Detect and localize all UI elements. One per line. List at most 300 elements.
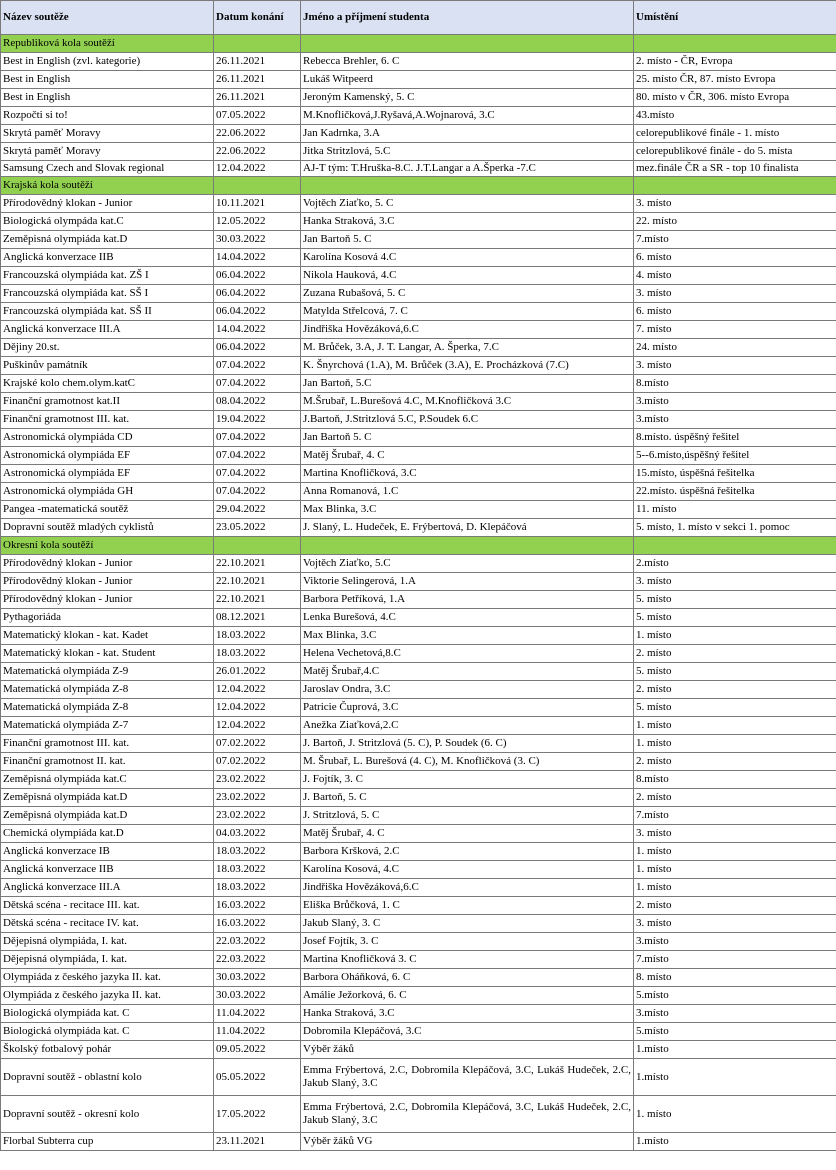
- placement-cell: 8.místo. úspěšný řešitel: [634, 429, 836, 447]
- date-cell: 18.03.2022: [214, 843, 301, 861]
- table-row: [1, 753, 836, 771]
- date-cell: 07.04.2022: [214, 429, 301, 447]
- student-cell: Helena Vechetová,8.C: [301, 645, 634, 663]
- competition-cell: Astronomická olympiáda EF: [1, 465, 214, 483]
- table-row: [1, 303, 836, 321]
- competition-cell: Matematický klokan - kat. Kadet: [1, 627, 214, 645]
- date-cell: 22.10.2021: [214, 555, 301, 573]
- date-cell: 11.04.2022: [214, 1023, 301, 1041]
- competition-cell: Puškinův památník: [1, 357, 214, 375]
- student-cell: Karolína Kosová 4.C: [301, 249, 634, 267]
- student-cell: Matěj Šrubař, 4. C: [301, 825, 634, 843]
- section-filler-cell: [634, 35, 836, 53]
- placement-cell: 7. místo: [634, 321, 836, 339]
- competition-cell: Matematická olympiáda Z-8: [1, 681, 214, 699]
- placement-cell: celorepublikové finále - 1. místo: [634, 125, 836, 143]
- competition-cell: Biologická olympiáda kat. C: [1, 1023, 214, 1041]
- date-cell: 23.05.2022: [214, 519, 301, 537]
- placement-cell: 3.místo: [634, 393, 836, 411]
- student-cell: Hanka Straková, 3.C: [301, 1005, 634, 1023]
- placement-cell: 1. místo: [634, 879, 836, 897]
- competition-cell: Olympiáda z českého jazyka II. kat.: [1, 969, 214, 987]
- competition-cell: Finanční gramotnost II. kat.: [1, 753, 214, 771]
- student-cell: Max Blinka, 3.C: [301, 627, 634, 645]
- student-cell: Lenka Burešová, 4.C: [301, 609, 634, 627]
- placement-cell: 7.místo: [634, 231, 836, 249]
- date-cell: 30.03.2022: [214, 969, 301, 987]
- table-row: [1, 53, 836, 71]
- section-header-row: [1, 35, 836, 53]
- competition-cell: Dějiny 20.st.: [1, 339, 214, 357]
- date-cell: 26.11.2021: [214, 53, 301, 71]
- competition-cell: Francouzská olympiáda kat. ZŠ I: [1, 267, 214, 285]
- student-cell: Karolína Kosová, 4.C: [301, 861, 634, 879]
- placement-cell: 3. místo: [634, 573, 836, 591]
- placement-cell: celorepublikové finále - do 5. místa: [634, 143, 836, 161]
- competition-cell: Finanční gramotnost III. kat.: [1, 735, 214, 753]
- placement-cell: 2. místo: [634, 681, 836, 699]
- competition-cell: Dějepisná olympiáda, I. kat.: [1, 933, 214, 951]
- section-filler-cell: [301, 177, 634, 195]
- student-cell: Viktorie Selingerová, 1.A: [301, 573, 634, 591]
- placement-cell: 5. místo: [634, 609, 836, 627]
- date-cell: 22.06.2022: [214, 125, 301, 143]
- student-cell: Jakub Slaný, 3. C: [301, 915, 634, 933]
- date-cell: 10.11.2021: [214, 195, 301, 213]
- date-cell: 12.04.2022: [214, 681, 301, 699]
- placement-cell: 25. místo ČR, 87. místo Evropa: [634, 71, 836, 89]
- date-cell: 07.04.2022: [214, 357, 301, 375]
- date-cell: 07.04.2022: [214, 465, 301, 483]
- date-cell: 06.04.2022: [214, 285, 301, 303]
- section-header-row: [1, 537, 836, 555]
- competition-cell: Best in English: [1, 71, 214, 89]
- section-title: Krajská kola soutěží: [1, 177, 214, 195]
- student-cell: Eliška Brůčková, 1. C: [301, 897, 634, 915]
- student-cell: Emma Frýbertová, 2.C, Dobromila Klepáčová, 3.C, Lukáš Hudeček, 2.C, Jakub Slaný, 3.C: [301, 1096, 634, 1133]
- competition-cell: Zeměpisná olympiáda kat.D: [1, 807, 214, 825]
- table-row: [1, 609, 836, 627]
- table-row: [1, 447, 836, 465]
- competition-cell: Anglická konverzace III.A: [1, 879, 214, 897]
- placement-cell: 3. místo: [634, 825, 836, 843]
- date-cell: 18.03.2022: [214, 645, 301, 663]
- date-cell: 07.05.2022: [214, 107, 301, 125]
- table-row: [1, 645, 836, 663]
- date-cell: 11.04.2022: [214, 1005, 301, 1023]
- date-cell: 06.04.2022: [214, 339, 301, 357]
- placement-cell: 8. místo: [634, 969, 836, 987]
- table-row: [1, 107, 836, 125]
- table-row: [1, 591, 836, 609]
- section-title: Okresní kola soutěží: [1, 537, 214, 555]
- table-row: [1, 1133, 836, 1151]
- header-placement: Umístění: [634, 1, 836, 35]
- date-cell: 14.04.2022: [214, 249, 301, 267]
- table-row: [1, 663, 836, 681]
- student-cell: J. Slaný, L. Hudeček, E. Frýbertová, D. Klepáčová: [301, 519, 634, 537]
- table-row: [1, 339, 836, 357]
- student-cell: Jitka Stritzlová, 5.C: [301, 143, 634, 161]
- table-row: [1, 951, 836, 969]
- table-row: [1, 861, 836, 879]
- placement-cell: 3. místo: [634, 195, 836, 213]
- date-cell: 19.04.2022: [214, 411, 301, 429]
- placement-cell: 43.místo: [634, 107, 836, 125]
- student-cell: Výběr žáků: [301, 1041, 634, 1059]
- table-row: [1, 285, 836, 303]
- section-header-row: [1, 177, 836, 195]
- section-filler-cell: [214, 537, 301, 555]
- table-row: [1, 915, 836, 933]
- placement-cell: 3. místo: [634, 285, 836, 303]
- table-row: [1, 987, 836, 1005]
- date-cell: 22.03.2022: [214, 951, 301, 969]
- placement-cell: mez.finále ČR a SR - top 10 finalista: [634, 161, 836, 177]
- student-cell: Martina Knofličková 3. C: [301, 951, 634, 969]
- competition-cell: Dopravní soutěž - okresní kolo: [1, 1096, 214, 1133]
- competition-cell: Dějepisná olympiáda, I. kat.: [1, 951, 214, 969]
- competition-cell: Anglická konverzace IB: [1, 843, 214, 861]
- student-cell: Jan Kadrnka, 3.A: [301, 125, 634, 143]
- competition-cell: Pythagoriáda: [1, 609, 214, 627]
- placement-cell: 24. místo: [634, 339, 836, 357]
- date-cell: 05.05.2022: [214, 1059, 301, 1096]
- student-cell: Josef Fojtík, 3. C: [301, 933, 634, 951]
- date-cell: 23.11.2021: [214, 1133, 301, 1151]
- student-cell: Emma Frýbertová, 2.C, Dobromila Klepáčová, 3.C, Lukáš Hudeček, 2.C, Jakub Slaný, 3.C: [301, 1059, 634, 1096]
- table-row: [1, 807, 836, 825]
- competition-cell: Přírodovědný klokan - Junior: [1, 591, 214, 609]
- section-filler-cell: [214, 177, 301, 195]
- competition-cell: Dětská scéna - recitace IV. kat.: [1, 915, 214, 933]
- competition-cell: Rozpočti si to!: [1, 107, 214, 125]
- competition-cell: Biologická olympáda kat.C: [1, 213, 214, 231]
- table-row: [1, 825, 836, 843]
- date-cell: 06.04.2022: [214, 267, 301, 285]
- date-cell: 17.05.2022: [214, 1096, 301, 1133]
- student-cell: Jan Bartoň, 5.C: [301, 375, 634, 393]
- placement-cell: 8.místo: [634, 375, 836, 393]
- student-cell: Jindřiška Hovězáková,6.C: [301, 321, 634, 339]
- student-cell: Jan Bartoň 5. C: [301, 429, 634, 447]
- student-cell: Dobromila Klepáčová, 3.C: [301, 1023, 634, 1041]
- student-cell: Jan Bartoň 5. C: [301, 231, 634, 249]
- placement-cell: 2. místo: [634, 789, 836, 807]
- date-cell: 14.04.2022: [214, 321, 301, 339]
- date-cell: 04.03.2022: [214, 825, 301, 843]
- competition-cell: Skrytá paměť Moravy: [1, 143, 214, 161]
- student-cell: Hanka Straková, 3.C: [301, 213, 634, 231]
- date-cell: 07.04.2022: [214, 447, 301, 465]
- competition-cell: Chemická olympiáda kat.D: [1, 825, 214, 843]
- student-cell: K. Šnyrchová (1.A), M. Brůček (3.A), E. Procházková (7.C): [301, 357, 634, 375]
- student-cell: Anna Romanová, 1.C: [301, 483, 634, 501]
- student-cell: Výběr žáků VG: [301, 1133, 634, 1151]
- section-filler-cell: [301, 537, 634, 555]
- student-cell: M. Šrubař, L. Burešová (4. C), M. Knofličková (3. C): [301, 753, 634, 771]
- table-row: [1, 357, 836, 375]
- table-row: [1, 501, 836, 519]
- competition-cell: Finanční gramotnost kat.II: [1, 393, 214, 411]
- student-cell: M.Knofličková,J.Ryšavá,A.Wojnarová, 3.C: [301, 107, 634, 125]
- date-cell: 18.03.2022: [214, 861, 301, 879]
- date-cell: 22.03.2022: [214, 933, 301, 951]
- student-cell: M. Brůček, 3.A, J. T. Langar, A. Šperka, 7.C: [301, 339, 634, 357]
- student-cell: J.Bartoň, J.Stritzlová 5.C, P.Soudek 6.C: [301, 411, 634, 429]
- competition-cell: Florbal Subterra cup: [1, 1133, 214, 1151]
- student-cell: Amálie Ježorková, 6. C: [301, 987, 634, 1005]
- student-cell: J. Bartoň, J. Stritzlová (5. C), P. Soudek (6. C): [301, 735, 634, 753]
- section-filler-cell: [634, 177, 836, 195]
- competition-cell: Samsung Czech and Slovak regional: [1, 161, 214, 177]
- student-cell: Rebecca Brehler, 6. C: [301, 53, 634, 71]
- table-row: [1, 735, 836, 753]
- student-cell: J. Fojtík, 3. C: [301, 771, 634, 789]
- date-cell: 07.04.2022: [214, 375, 301, 393]
- placement-cell: 2. místo: [634, 897, 836, 915]
- header-competition: Název soutěže: [1, 1, 214, 35]
- header-student: Jméno a příjmení studenta: [301, 1, 634, 35]
- competition-cell: Astronomická olympiáda EF: [1, 447, 214, 465]
- table-row: [1, 519, 836, 537]
- date-cell: 30.03.2022: [214, 987, 301, 1005]
- student-cell: AJ-T tým: T.Hruška-8.C. J.T.Langar a A.Šperka -7.C: [301, 161, 634, 177]
- section-filler-cell: [214, 35, 301, 53]
- placement-cell: 6. místo: [634, 303, 836, 321]
- placement-cell: 2. místo: [634, 753, 836, 771]
- student-cell: J. Stritzlová, 5. C: [301, 807, 634, 825]
- date-cell: 12.04.2022: [214, 161, 301, 177]
- header-date: Datum konání: [214, 1, 301, 35]
- table-row: [1, 429, 836, 447]
- table-row: [1, 465, 836, 483]
- table-row: [1, 771, 836, 789]
- student-cell: Anežka Ziaťková,2.C: [301, 717, 634, 735]
- placement-cell: 3.místo: [634, 933, 836, 951]
- student-cell: Matěj Šrubař, 4. C: [301, 447, 634, 465]
- placement-cell: 5.místo: [634, 987, 836, 1005]
- placement-cell: 1. místo: [634, 735, 836, 753]
- section-filler-cell: [634, 537, 836, 555]
- placement-cell: 5--6.místo,úspěšný řešitel: [634, 447, 836, 465]
- placement-cell: 7.místo: [634, 807, 836, 825]
- student-cell: Matěj Šrubař,4.C: [301, 663, 634, 681]
- date-cell: 12.04.2022: [214, 717, 301, 735]
- competition-cell: Dopravní soutěž - oblastní kolo: [1, 1059, 214, 1096]
- table-row: [1, 699, 836, 717]
- section-filler-cell: [301, 35, 634, 53]
- competition-cell: Anglická konverzace IIB: [1, 249, 214, 267]
- student-cell: Lukáš Witpeerd: [301, 71, 634, 89]
- competition-cell: Dopravní soutěž mladých cyklistů: [1, 519, 214, 537]
- date-cell: 16.03.2022: [214, 897, 301, 915]
- date-cell: 29.04.2022: [214, 501, 301, 519]
- date-cell: 16.03.2022: [214, 915, 301, 933]
- student-cell: Barbora Oháňková, 6. C: [301, 969, 634, 987]
- competition-cell: Best in English (zvl. kategorie): [1, 53, 214, 71]
- date-cell: 26.11.2021: [214, 89, 301, 107]
- placement-cell: 1. místo: [634, 1096, 836, 1133]
- placement-cell: 2. místo - ČR, Evropa: [634, 53, 836, 71]
- placement-cell: 3. místo: [634, 357, 836, 375]
- table-row: [1, 321, 836, 339]
- table-body: [1, 35, 836, 1151]
- placement-cell: 5. místo, 1. místo v sekci 1. pomoc: [634, 519, 836, 537]
- competition-cell: Pangea -matematická soutěž: [1, 501, 214, 519]
- table-row: [1, 195, 836, 213]
- date-cell: 09.05.2022: [214, 1041, 301, 1059]
- competition-cell: Zeměpisná olympiáda kat.C: [1, 771, 214, 789]
- student-cell: Vojtěch Ziaťko, 5. C: [301, 195, 634, 213]
- table-row: [1, 573, 836, 591]
- table-row: [1, 483, 836, 501]
- date-cell: 06.04.2022: [214, 303, 301, 321]
- student-cell: Zuzana Rubašová, 5. C: [301, 285, 634, 303]
- date-cell: 26.11.2021: [214, 71, 301, 89]
- student-cell: Nikola Hauková, 4.C: [301, 267, 634, 285]
- table-row: [1, 681, 836, 699]
- student-cell: M.Šrubař, L.Burešová 4.C, M.Knofličková 3.C: [301, 393, 634, 411]
- placement-cell: 1. místo: [634, 627, 836, 645]
- placement-cell: 22. místo: [634, 213, 836, 231]
- table-row: [1, 375, 836, 393]
- header-row: [1, 1, 836, 35]
- table-row: [1, 933, 836, 951]
- placement-cell: 2.místo: [634, 555, 836, 573]
- competition-cell: Anglická konverzace III.A: [1, 321, 214, 339]
- competition-cell: Matematická olympiáda Z-7: [1, 717, 214, 735]
- placement-cell: 3. místo: [634, 915, 836, 933]
- student-cell: Vojtěch Ziaťko, 5.C: [301, 555, 634, 573]
- placement-cell: 1.místo: [634, 1041, 836, 1059]
- student-cell: Matylda Střelcová, 7. C: [301, 303, 634, 321]
- competition-cell: Zeměpisná olympiáda kat.D: [1, 789, 214, 807]
- competition-cell: Biologická olympiáda kat. C: [1, 1005, 214, 1023]
- placement-cell: 80. místo v ČR, 306. místo Evropa: [634, 89, 836, 107]
- date-cell: 23.02.2022: [214, 771, 301, 789]
- table-row: [1, 1005, 836, 1023]
- table-row: [1, 1096, 836, 1133]
- student-cell: Martina Knofličková, 3.C: [301, 465, 634, 483]
- table-row: [1, 555, 836, 573]
- student-cell: Jindřiška Hovězáková,6.C: [301, 879, 634, 897]
- table-row: [1, 789, 836, 807]
- competition-cell: Zeměpisná olympiáda kat.D: [1, 231, 214, 249]
- placement-cell: 5. místo: [634, 663, 836, 681]
- competition-cell: Přírodovědný klokan - Junior: [1, 195, 214, 213]
- placement-cell: 1. místo: [634, 843, 836, 861]
- placement-cell: 5. místo: [634, 591, 836, 609]
- placement-cell: 7.místo: [634, 951, 836, 969]
- competition-cell: Finanční gramotnost III. kat.: [1, 411, 214, 429]
- competition-cell: Francouzská olympiáda kat. SŠ II: [1, 303, 214, 321]
- student-cell: Patricie Čuprová, 3.C: [301, 699, 634, 717]
- table-row: [1, 161, 836, 177]
- date-cell: 18.03.2022: [214, 879, 301, 897]
- date-cell: 07.02.2022: [214, 753, 301, 771]
- table-row: [1, 843, 836, 861]
- date-cell: 18.03.2022: [214, 627, 301, 645]
- date-cell: 22.06.2022: [214, 143, 301, 161]
- placement-cell: 3.místo: [634, 411, 836, 429]
- table-row: [1, 1023, 836, 1041]
- table-row: [1, 213, 836, 231]
- student-cell: Max Blinka, 3.C: [301, 501, 634, 519]
- placement-cell: 22.místo. úspěšná řešitelka: [634, 483, 836, 501]
- date-cell: 08.04.2022: [214, 393, 301, 411]
- date-cell: 12.04.2022: [214, 699, 301, 717]
- date-cell: 12.05.2022: [214, 213, 301, 231]
- placement-cell: 2. místo: [634, 645, 836, 663]
- placement-cell: 4. místo: [634, 267, 836, 285]
- competition-cell: Přírodovědný klokan - Junior: [1, 573, 214, 591]
- date-cell: 23.02.2022: [214, 789, 301, 807]
- placement-cell: 6. místo: [634, 249, 836, 267]
- competition-cell: Matematický klokan - kat. Student: [1, 645, 214, 663]
- competition-cell: Matematická olympiáda Z-9: [1, 663, 214, 681]
- competition-cell: Anglická konverzace IIB: [1, 861, 214, 879]
- table-row: [1, 231, 836, 249]
- date-cell: 26.01.2022: [214, 663, 301, 681]
- placement-cell: 3.místo: [634, 1005, 836, 1023]
- table-row: [1, 1041, 836, 1059]
- placement-cell: 5. místo: [634, 699, 836, 717]
- table-row: [1, 627, 836, 645]
- student-cell: Jeroným Kamenský, 5. C: [301, 89, 634, 107]
- competition-cell: Matematická olympiáda Z-8: [1, 699, 214, 717]
- date-cell: 23.02.2022: [214, 807, 301, 825]
- table-row: [1, 1059, 836, 1096]
- table-row: [1, 89, 836, 107]
- table-row: [1, 125, 836, 143]
- student-cell: J. Bartoň, 5. C: [301, 789, 634, 807]
- table-row: [1, 267, 836, 285]
- placement-cell: 1.místo: [634, 1133, 836, 1151]
- table-row: [1, 879, 836, 897]
- table-row: [1, 249, 836, 267]
- placement-cell: 8.místo: [634, 771, 836, 789]
- placement-cell: 1. místo: [634, 717, 836, 735]
- table-row: [1, 71, 836, 89]
- date-cell: 22.10.2021: [214, 573, 301, 591]
- table-row: [1, 393, 836, 411]
- competition-cell: Krajské kolo chem.olym.katC: [1, 375, 214, 393]
- student-cell: Barbora Petříková, 1.A: [301, 591, 634, 609]
- placement-cell: 11. místo: [634, 501, 836, 519]
- competition-cell: Best in English: [1, 89, 214, 107]
- date-cell: 07.02.2022: [214, 735, 301, 753]
- placement-cell: 1.místo: [634, 1059, 836, 1096]
- competition-cell: Olympiáda z českého jazyka II. kat.: [1, 987, 214, 1005]
- student-cell: Jaroslav Ondra, 3.C: [301, 681, 634, 699]
- table-row: [1, 897, 836, 915]
- competition-cell: Školský fotbalový pohár: [1, 1041, 214, 1059]
- placement-cell: 5.místo: [634, 1023, 836, 1041]
- table-row: [1, 969, 836, 987]
- competition-cell: Skrytá paměť Moravy: [1, 125, 214, 143]
- date-cell: 07.04.2022: [214, 483, 301, 501]
- table-row: [1, 411, 836, 429]
- date-cell: 22.10.2021: [214, 591, 301, 609]
- section-title: Republiková kola soutěží: [1, 35, 214, 53]
- placement-cell: 1. místo: [634, 861, 836, 879]
- competition-cell: Francouzská olympiáda kat. SŠ I: [1, 285, 214, 303]
- table-row: [1, 717, 836, 735]
- student-cell: Barbora Kršková, 2.C: [301, 843, 634, 861]
- placement-cell: 15.místo, úspěšná řešitelka: [634, 465, 836, 483]
- table-row: [1, 143, 836, 161]
